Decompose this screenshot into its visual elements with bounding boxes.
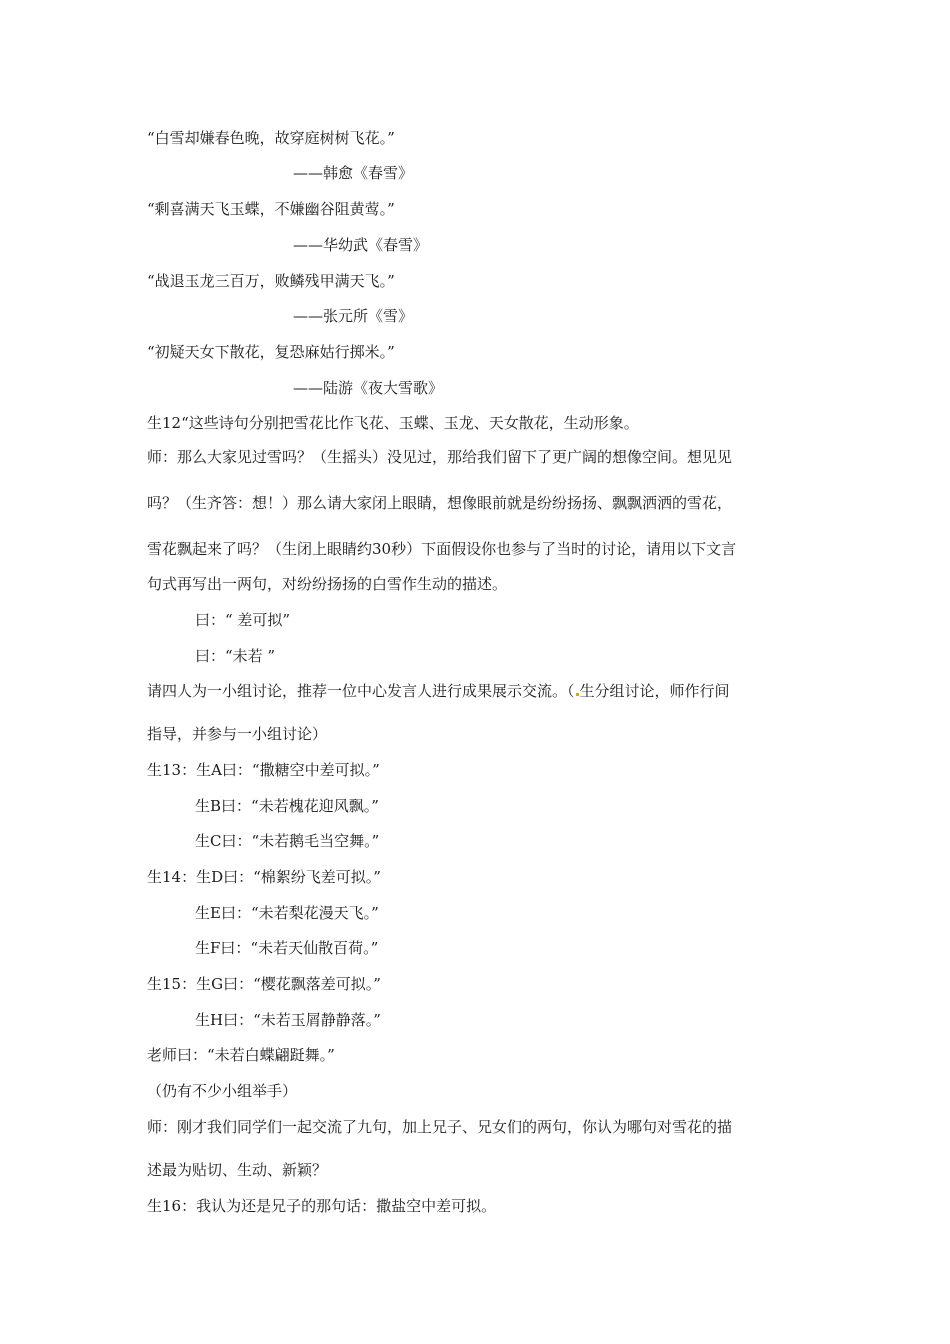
poem-attribution-4: ——陆游《夜大雪歌》 <box>293 379 444 397</box>
group-discussion-text-b: 生分组讨论，师作行间 <box>579 682 730 700</box>
student-13-line: 生13：生A曰：“撒糖空中差可拟。” <box>147 761 380 779</box>
group-discussion-line-1 <box>147 681 730 701</box>
poem-line-4: “初疑天女下散花，复恐麻姑行掷米。” <box>147 343 395 361</box>
hands-raised-line: （仍有不少小组举手） <box>147 1082 298 1100</box>
highlight-mark <box>576 693 579 696</box>
teacher-paragraph-line-1: 师：那么大家见过雪吗？（生摇头）没见过，那给我们留下了更广阔的想像空间。想见见 <box>147 448 733 466</box>
student-c-line: 生C曰：“未若鹅毛当空舞。” <box>195 832 380 850</box>
poem-line-1: “白雪却嫌春色晚，故穿庭树树飞花。” <box>147 129 395 147</box>
group-discussion-text-a: 请四人为一小组讨论，推荐一位中心发言人进行成果展示交流。（ <box>147 682 575 700</box>
student-15-line: 生15：生G曰：“樱花飘落差可拟。” <box>147 975 381 993</box>
student-e-line: 生E曰：“未若梨花漫天飞。” <box>195 904 379 922</box>
teacher-paragraph-line-4: 句式再写出一两句，对纷纷扬扬的白雪作生动的描述。 <box>147 575 508 593</box>
poem-line-3: “战退玉龙三百万，败鳞残甲满天飞。” <box>147 272 395 290</box>
teacher-paragraph-line-2: 吗？（生齐答：想！）那么请大家闭上眼睛，想像眼前就是纷纷扬扬、飘飘洒洒的雪花， <box>147 494 733 512</box>
poem-attribution-3: ——张元所《雪》 <box>293 307 414 325</box>
group-discussion-line-2: 指导，并参与一小组讨论） <box>147 725 328 743</box>
sentence-pattern-1: 曰：“ 差可拟” <box>195 611 291 629</box>
teacher-question-line-1: 师：刚才我们同学们一起交流了九句，加上兄子、兄女们的两句，你认为哪句对雪花的描 <box>147 1118 733 1136</box>
student-b-line: 生B曰：“未若槐花迎风飘。” <box>195 797 379 815</box>
student-14-line: 生14：生D曰：“棉絮纷飞差可拟。” <box>147 868 381 886</box>
student-12-line: 生12“这些诗句分别把雪花比作飞花、玉蝶、玉龙、天女散花，生动形象。 <box>147 414 639 432</box>
teacher-question-line-2: 述最为贴切、生动、新颖？ <box>147 1161 328 1179</box>
poem-line-2: “剩喜满天飞玉蝶，不嫌幽谷阻黄莺。” <box>147 200 395 218</box>
teacher-response-line: 老师曰：“未若白蝶翩跹舞。” <box>147 1046 335 1064</box>
poem-attribution-2: ——华幼武《春雪》 <box>293 236 429 254</box>
sentence-pattern-2: 曰：“未若 ” <box>195 647 276 665</box>
student-f-line: 生F曰：“未若天仙散百荷。” <box>195 939 379 957</box>
teacher-paragraph-line-3: 雪花飘起来了吗？（生闭上眼睛约30秒）下面假设你也参与了当时的讨论，请用以下文言 <box>147 540 737 558</box>
student-16-line: 生16：我认为还是兄子的那句话：撒盐空中差可拟。 <box>147 1197 497 1215</box>
student-h-line: 生H曰：“未若玉屑静静落。” <box>195 1011 381 1029</box>
poem-attribution-1: ——韩愈《春雪》 <box>293 164 414 182</box>
